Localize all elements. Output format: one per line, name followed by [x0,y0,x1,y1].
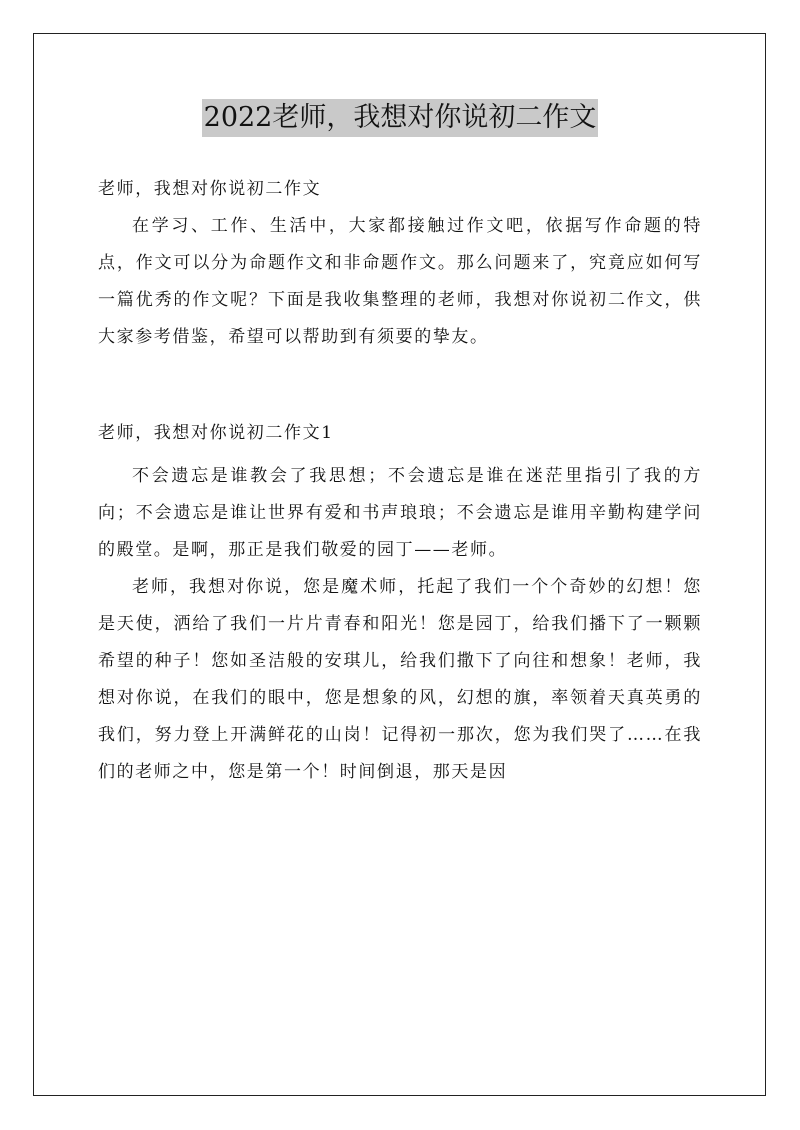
document-subtitle: 老师，我想对你说初二作文 [98,179,322,199]
title-container [0,99,800,137]
document-title: 2022老师，我想对你说初二作文 [202,99,599,137]
section-heading: 老师，我想对你说初二作文1 [98,423,334,443]
intro-paragraph: 在学习、工作、生活中，大家都接触过作文吧，依据写作命题的特点，作文可以分为命题作文和非命题作文。那么问题来了，究竟应如何写一篇优秀的作文呢？下面是我收集整理的老师，我想对你说初二作文，供大家参考借鉴，希望可以帮助到有须要的挚友。 [98,216,702,347]
document-body [98,170,702,791]
section-paragraph-1: 不会遗忘是谁教会了我思想；不会遗忘是谁在迷茫里指引了我的方向；不会遗忘是谁让世界有爱和书声琅琅；不会遗忘是谁用辛勤构建学问的殿堂。是啊，那正是我们敬爱的园丁——老师。 [98,466,702,560]
section-paragraph-2: 老师，我想对你说，您是魔术师，托起了我们一个个奇妙的幻想！您是天使，洒给了我们一片片青春和阳光！您是园丁，给我们播下了一颗颗希望的种子！您如圣洁般的安琪儿，给我们撒下了向往和想象！老师，我想对你说，在我们的眼中，您是想象的风，幻想的旗，率领着天真英勇的我们，努力登上开满鲜花的山岗！记得初一那次，您为我们哭了……在我们的老师之中，您是第一个！时间倒退，那天是因 [98,577,702,782]
section-spacer [98,356,702,414]
